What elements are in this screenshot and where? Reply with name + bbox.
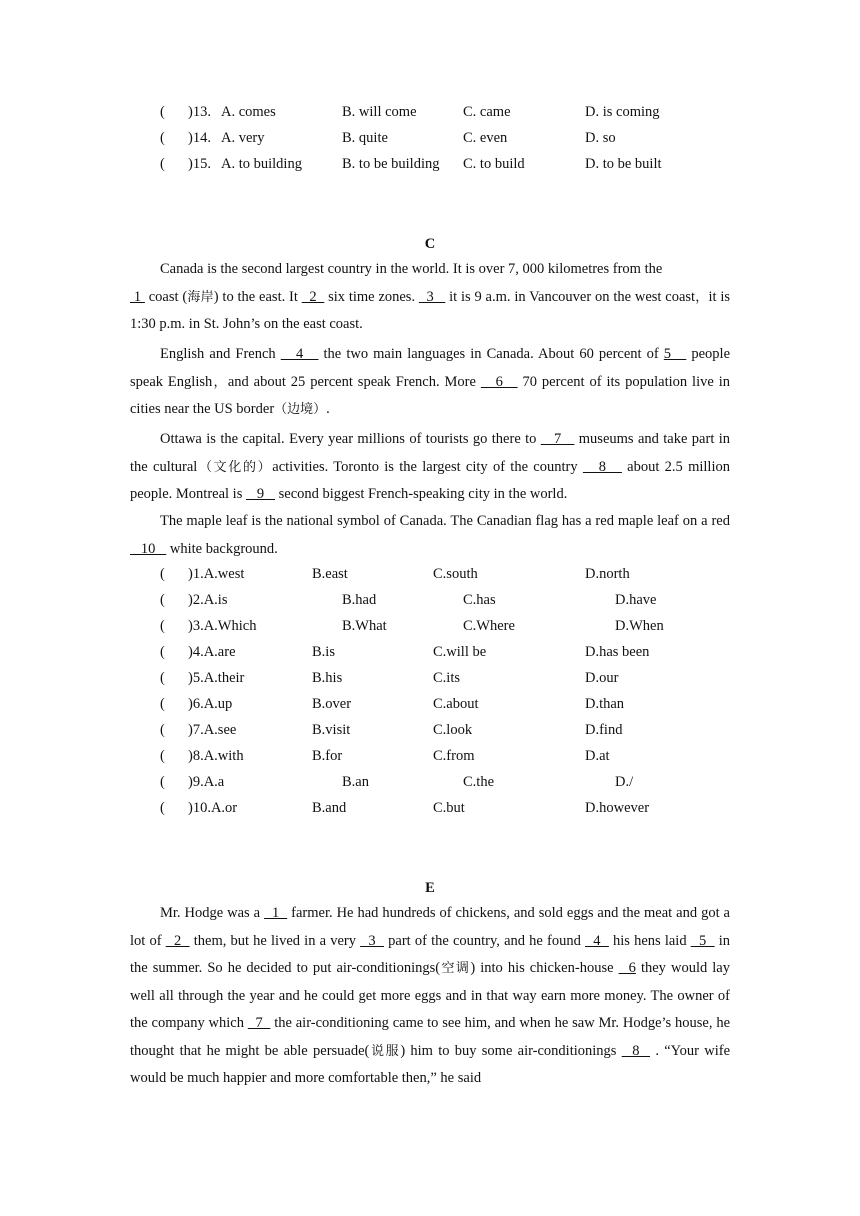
text: about 2.5 million people. Montreal is [130, 458, 730, 502]
text: and about 25 percent speak French. More [227, 373, 481, 390]
option-c: C.look [433, 722, 473, 738]
option-b: B. quite [342, 130, 388, 146]
question-option-a: )1.A.west [188, 566, 245, 582]
option-d: D.than [585, 696, 625, 712]
text: part of the country, and he found [384, 932, 585, 949]
option-c: C. even [463, 130, 508, 146]
question-option-a: )8.A.with [188, 748, 244, 764]
option-c: C. came [463, 104, 511, 120]
text: his hens laid [608, 932, 691, 949]
text: ) to the east. It [213, 288, 302, 305]
blank-6: 6 [480, 373, 518, 390]
chinese-gloss: 海岸 [187, 289, 214, 305]
text: . “Your wife would be much happier and more comfortable then,” he said [130, 1042, 731, 1086]
section-c-paragraph-4 [130, 508, 730, 563]
option-b: B.and [312, 800, 347, 816]
text: coast ( [144, 288, 188, 305]
text: second biggest French-speaking city in the world. [274, 486, 568, 502]
blank-4: 4 [585, 932, 609, 949]
text: Mr. Hodge was a [160, 905, 265, 921]
chinese-punct: ， [212, 374, 228, 390]
option-a: A. to building [221, 156, 302, 172]
answer-paren: ( [160, 800, 165, 816]
option-d: D. is coming [585, 104, 660, 120]
option-b: B.east [312, 566, 348, 582]
blank-8: 8 [621, 1042, 651, 1059]
text: French [235, 346, 281, 362]
option-a: A. comes [221, 104, 276, 120]
section-e-heading: E [425, 880, 435, 896]
text: it is 1:30 p.m. in St. John’s on the east coast. [130, 288, 731, 332]
blank-1: 1 [130, 288, 145, 305]
blank-2: 2 [301, 288, 325, 305]
question-option-a: )6.A.up [188, 696, 233, 712]
option-d: D.however [585, 800, 650, 816]
section-c-heading: C [424, 236, 436, 252]
question-option-a: )5.A.their [188, 670, 245, 686]
blank-6: 6 [618, 960, 636, 976]
option-c: C.the [463, 774, 495, 790]
answer-paren: ( [160, 722, 165, 738]
question-option-a: )9.A.a [188, 774, 225, 790]
option-b: B.visit [312, 722, 351, 738]
blank-5: 5 [663, 346, 687, 362]
option-d: D.find [585, 722, 623, 738]
text: . [326, 401, 330, 417]
option-b: B. to be building [342, 156, 440, 172]
blank-7: 7 [540, 431, 575, 447]
blank-3: 3 [418, 288, 446, 305]
option-b: B.over [312, 696, 352, 712]
blank-8: 8 [582, 458, 622, 475]
chinese-gloss: （边境） [274, 402, 327, 417]
text: Canada is the second largest country in the world. It is over 7, 000 kilometres from the [160, 261, 663, 277]
text: the air-conditioning came to see him, and when he saw Mr. Hodge’s house, he thought that he might be able persuade( [130, 1015, 731, 1059]
section-e-paragraph-1 [130, 900, 730, 1093]
text: ) into his chicken-house [470, 960, 619, 976]
blank-4: 4 [280, 346, 319, 362]
option-c: C. to build [463, 156, 525, 172]
option-b: B.What [342, 618, 387, 634]
chinese-gloss: 空调 [440, 961, 471, 976]
option-d: D. so [585, 130, 616, 146]
option-b: B.is [312, 644, 335, 660]
text: museums and take part in the cultural [130, 431, 731, 475]
option-d: D.has been [585, 644, 650, 660]
option-c: C.its [433, 670, 460, 686]
blank-10: 10 [130, 540, 167, 557]
section-c-paragraph-2 [130, 341, 730, 424]
question-number: )13. [188, 104, 211, 120]
text: people speak English [130, 346, 731, 390]
option-d: D.have [615, 592, 657, 608]
option-c: C.about [433, 696, 479, 712]
option-d: D./ [615, 774, 634, 790]
chinese-gloss: （文化的） [197, 459, 273, 475]
option-b: B.for [312, 748, 343, 764]
answer-paren: ( [160, 644, 165, 660]
text: white background. [166, 540, 278, 557]
answer-paren: ( [160, 156, 165, 172]
text: The maple leaf is the national symbol of Canada. The Canadian flag has a red maple leaf on a red [160, 513, 730, 529]
answer-paren: ( [160, 774, 165, 790]
answer-paren: ( [160, 130, 165, 146]
option-d: D.north [585, 566, 630, 582]
chinese-punct: ， [695, 289, 709, 305]
text: English and [160, 346, 236, 362]
blank-2: 2 [165, 932, 190, 949]
answer-paren: ( [160, 748, 165, 764]
option-c: C.will be [433, 644, 487, 660]
text: ) him to buy some air-conditionings [400, 1042, 622, 1059]
option-b: B.an [342, 774, 369, 790]
answer-paren: ( [160, 696, 165, 712]
question-number: )15. [188, 156, 211, 172]
option-c: C.south [433, 566, 478, 582]
option-b: B.his [312, 670, 343, 686]
option-b: B.had [342, 592, 377, 608]
blank-3: 3 [360, 932, 384, 949]
option-c: C.Where [463, 618, 515, 634]
text: activities. Toronto is the largest city of the country [272, 458, 583, 475]
option-c: C.has [463, 592, 496, 608]
text: farmer. He had hundreds of chickens, and sold eggs and the meat and got a lot of [130, 905, 730, 949]
answer-paren: ( [160, 566, 165, 582]
text: Ottawa is the capital. Every year millions of tourists go there to [160, 431, 541, 447]
option-a: A. very [221, 130, 265, 146]
answer-paren: ( [160, 670, 165, 686]
blank-1: 1 [264, 905, 288, 921]
question-number: )14. [188, 130, 211, 146]
question-option-a: )3.A.Which [188, 618, 257, 634]
option-d: D.our [585, 670, 619, 686]
text: the two main languages in Canada. About 60 percent of [318, 346, 664, 362]
option-c: C.but [433, 800, 465, 816]
text: they would lay well all through the year and he could get more eggs and in that way earn more money. The owner of the company which [130, 960, 730, 1031]
option-d: D.at [585, 748, 610, 764]
question-option-a: )2.A.is [188, 592, 228, 608]
chinese-gloss: 说服 [369, 1043, 401, 1059]
question-option-a: )10.A.or [188, 800, 238, 816]
question-option-a: )4.A.are [188, 644, 236, 660]
text: them, but he lived in a very [189, 932, 361, 949]
option-b: B. will come [342, 104, 417, 120]
answer-paren: ( [160, 618, 165, 634]
option-c: C.from [433, 748, 475, 764]
text: it is 9 a.m. in Vancouver on the west coast [445, 288, 696, 305]
blank-7: 7 [247, 1015, 271, 1031]
question-option-a: )7.A.see [188, 722, 237, 738]
answer-paren: ( [160, 592, 165, 608]
blank-9: 9 [245, 486, 275, 502]
text: in the summer. So he decided to put air-conditionings( [130, 932, 731, 976]
blank-5: 5 [690, 932, 715, 949]
text: six time zones. [324, 288, 419, 305]
option-d: D.When [615, 618, 664, 634]
option-d: D. to be built [585, 156, 662, 172]
section-c-paragraph-3 [130, 426, 730, 509]
text: 70 percent of its population live in cities near the US border [130, 373, 730, 417]
section-c-paragraph-1 [130, 256, 730, 339]
answer-paren: ( [160, 104, 165, 120]
